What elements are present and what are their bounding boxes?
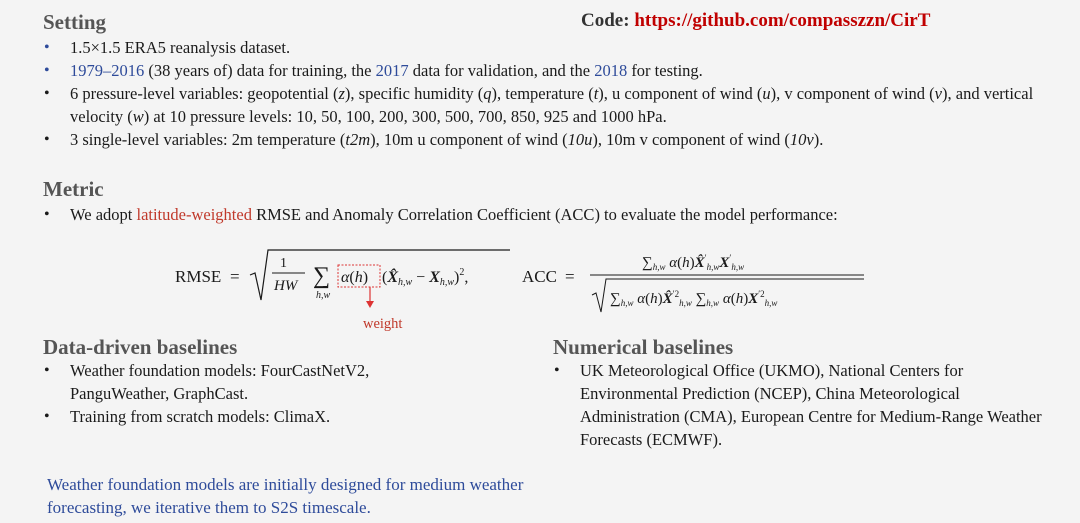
math-var: q [483,84,492,103]
var-text: ), and vertical velocity ( [70,84,1034,126]
acc-numerator: $\sum_{h,w}$ $\alpha(h)X̂'_{h,w}X'_{h,w}$ [642,253,745,272]
bullet-icon: • [44,39,50,56]
data-driven-list [43,359,438,428]
acc-denominator: $\sum_{h,w}$ α(h)X̂$^{'2}_{h,w}$ $\sum_{h,w}$ $\alpha(h)X^{'2}_{h,w}$ [610,289,778,308]
fraction-denominator: HW [274,278,298,294]
baseline-item: UK Meteorological Office (UKMO), National Centers for Environmental Prediction (NCEP), China Meteorological Administration (CMA), European Centre for Medium-Range Weather Forecasts (ECMWF). [580,361,1042,449]
list-item [43,203,1043,226]
latitude-weighted-highlight: latitude-weighted [136,205,252,224]
list-item [43,359,438,405]
math-var: u [762,84,771,103]
var-text: ), specific humidity ( [344,84,484,103]
metric-text: We adopt [70,205,137,224]
metric-list [43,203,1043,226]
sum-subscript: h,w [316,290,331,301]
var-text: ), 10m u component of wind ( [370,130,568,149]
val-year: 2017 [375,61,409,80]
math-var: 10v [789,130,814,149]
numerical-list [553,359,1058,451]
setting-list [43,36,1043,151]
var-text: ) at 10 pressure levels: 10, 50, 100, 200, 300, 500, 700, 850, 925 and 1000 hPa. [143,107,667,126]
acc-label: ACC [522,267,557,286]
list-item [43,405,438,428]
split-text: data for validation, and the [408,61,595,80]
var-text: ). [813,130,824,149]
list-item [43,82,1043,128]
test-year: 2018 [594,61,628,80]
equals-sign: = [565,267,575,286]
baseline-item: Weather foundation models: FourCastNetV2, PanguWeather, GraphCast. [70,361,370,403]
var-text: ), temperature ( [491,84,594,103]
sum-symbol: ∑ [313,263,331,289]
dataset-text: 1.5×1.5 ERA5 reanalysis dataset. [70,38,291,57]
bullet-icon: • [554,362,560,379]
bullet-icon: • [44,362,50,379]
code-link-line [581,10,930,32]
list-item [553,359,1058,451]
equals-sign: = [230,267,240,286]
split-text: (38 years of) data for training, the [144,61,376,80]
list-item [43,36,1043,59]
bullet-icon: • [44,131,50,148]
var-text: ), v component of wind ( [770,84,935,103]
math-var: 10u [567,130,593,149]
weight-arrow-head [366,301,374,308]
math-var: t [593,84,599,103]
baseline-item: Training from scratch models: ClimaX. [70,407,331,426]
rmse-error-term: (X̂h,w − Xh,w)$^2$, [382,267,469,288]
data-driven-heading: Data-driven baselines [43,335,238,359]
numerical-heading: Numerical baselines [553,335,734,359]
bullet-icon: • [44,206,50,223]
list-item [43,59,1043,82]
bullet-icon: • [44,408,50,425]
math-var: t2m [345,130,371,149]
setting-heading: Setting [43,10,106,34]
rmse-label: RMSE [175,267,222,286]
math-var: z [338,84,345,103]
split-text: for testing. [627,61,703,80]
var-text: 6 pressure-level variables: geopotential ( [70,84,339,103]
var-text: ), 10m v component of wind ( [592,130,790,149]
metric-heading: Metric [43,177,104,201]
var-text: ), u component of wind ( [598,84,763,103]
list-item [43,128,1043,151]
metric-text: RMSE and Anomaly Correlation Coefficient (ACC) to evaluate the model performance: [251,205,838,224]
bullet-icon: • [44,62,50,79]
bullet-icon: • [44,85,50,102]
metric-formula [170,245,870,320]
var-text: 3 single-level variables: 2m temperature ( [70,130,346,149]
weight-label: weight [363,316,403,332]
code-label: Code: [581,10,635,31]
train-years: 1979–2016 [70,61,145,80]
footnote-text: Weather foundation models are initially designed for medium weather forecasting, we iterative them to S2S timescale. [47,475,524,517]
github-link[interactable]: https://github.com/compasszzn/CirT [634,10,931,31]
fraction-numerator: 1 [280,256,287,271]
alpha-term: α(h) [341,269,369,286]
math-var: w [132,107,144,126]
math-var: v [934,84,942,103]
